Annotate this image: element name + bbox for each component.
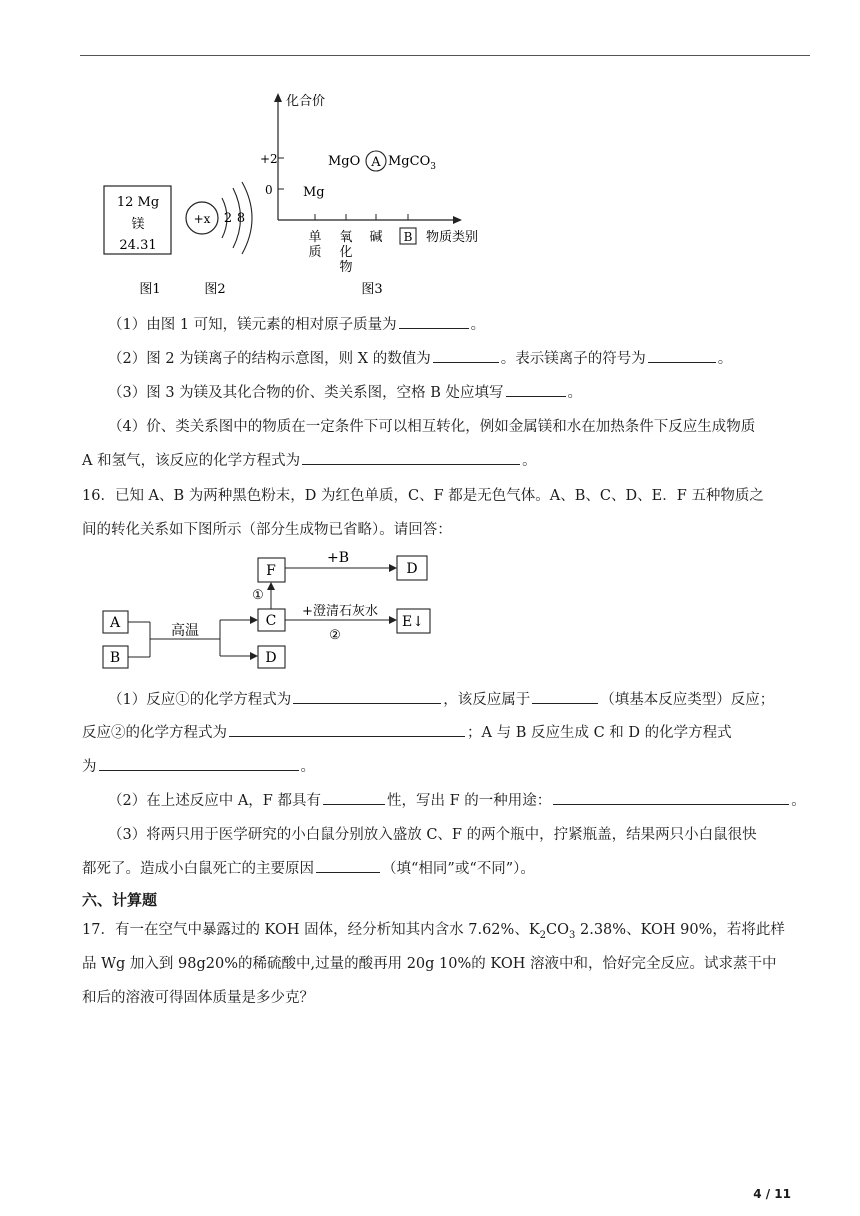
box-d-lower: D	[265, 650, 277, 666]
q16-b1b: 性，写出 F 的一种用途：	[386, 793, 552, 809]
answer-blank[interactable]	[506, 380, 566, 397]
q17-line2-text: 品 Wg 加入到 98g20%的稀硫酸中,过量的酸再用 20g 10%的 KOH 溶液中和，恰好完全反应。试求蒸干中	[82, 956, 777, 972]
q15-part2	[82, 342, 810, 376]
label-limewater: +澄清石灰水	[302, 604, 378, 619]
answer-blank[interactable]	[293, 687, 441, 704]
x-cat-oxide-2: 化	[339, 245, 353, 260]
q17-line1b: CO	[546, 922, 570, 938]
box-f: F	[266, 563, 276, 579]
q16-a2a: 反应	[82, 725, 111, 741]
q15-p1-text: （1）由图 1 可知，镁元素的相对原子质量为	[108, 317, 397, 333]
header-rule	[80, 55, 810, 56]
box-c: C	[265, 613, 277, 629]
answer-blank[interactable]	[316, 856, 380, 873]
answer-blank[interactable]	[229, 720, 465, 737]
label-circle-2: ②	[329, 628, 341, 643]
answer-blank[interactable]	[553, 788, 789, 805]
q15-p3-text: （3）图 3 为镁及其化合物的价、类关系图，空格 B 处应填写	[108, 385, 504, 401]
q17-line1c: 2.38%、KOH 90%，若将此样	[575, 922, 785, 938]
q16-part3-line2	[82, 852, 810, 886]
answer-blank[interactable]	[399, 312, 469, 329]
shell-2-electrons: 8	[236, 211, 246, 226]
q15-p2a-text: （2）图 2 为镁离子的结构示意图，则 X 的数值为	[108, 351, 431, 367]
label-plus-b: +B	[326, 550, 350, 566]
figures-row	[90, 88, 510, 300]
q15-p4b-text: A 和氢气，该反应的化学方程式为	[82, 453, 301, 469]
point-mgco3: MgCO$_3$	[388, 154, 436, 172]
fig2-caption: 图2	[204, 282, 226, 297]
q16-reaction-diagram	[100, 548, 460, 676]
box-e: E↓	[402, 614, 424, 630]
x-axis-label: 物质类别	[426, 230, 479, 245]
q15-p4-end: 。	[522, 453, 537, 469]
circle-1: ①	[175, 692, 190, 708]
x-cat-oxide-3: 物	[339, 260, 353, 275]
x-cat-element-2: 质	[308, 245, 322, 260]
q16-a2b: 的化学方程式为	[125, 725, 227, 741]
element-number-symbol: 12 Mg	[116, 195, 160, 210]
x-cat-box-b: B	[403, 230, 413, 244]
q15-p3-end: 。	[567, 385, 583, 401]
q16-part1-line1	[82, 683, 810, 717]
q16-a2c: ；A 与 B 反应生成 C 和 D 的化学方程式	[467, 725, 732, 741]
q16-a1b: 的化学方程式为	[189, 692, 292, 708]
q15-p2b-text: 。表示镁离子的符号为	[500, 351, 646, 367]
q16-intro-line1	[82, 479, 810, 513]
fig1-element-card	[104, 186, 171, 254]
q15-p1-end: 。	[470, 317, 486, 333]
q16-intro-line2	[82, 513, 810, 547]
y-tick-0: 0	[265, 183, 273, 197]
point-mg: Mg	[303, 185, 325, 200]
fig2-ion-diagram	[186, 182, 252, 254]
label-circle-1: ①	[252, 588, 264, 603]
q16-a1c: ，该反应属于	[443, 692, 531, 708]
q16-part2	[82, 784, 810, 818]
q16-a1d: （填基本反应类型）反应；	[600, 692, 775, 708]
section-heading: 六、计算题	[82, 891, 158, 909]
q16-c2b: （填“相同”或“不同”）。	[382, 861, 535, 877]
q17-line2	[82, 947, 810, 981]
point-mgo: MgO	[328, 154, 361, 169]
x-cat-base: 碱	[369, 230, 383, 245]
point-a: A	[371, 155, 381, 170]
element-name: 镁	[131, 217, 145, 232]
answer-blank[interactable]	[99, 754, 299, 771]
q15-part4-line1	[82, 410, 810, 444]
q15-part3	[82, 376, 810, 410]
label-high-temp: 高温	[171, 623, 199, 639]
answer-blank[interactable]	[648, 346, 716, 363]
q16-intro2-text: 间的转化关系如下图所示（部分生成物已省略）。请回答：	[82, 522, 452, 538]
q16-a3-end: 。	[300, 759, 315, 775]
q16-c2a: 都死了。造成小白鼠死亡的主要原因	[82, 861, 314, 877]
q16-part1-line2	[82, 716, 810, 750]
q16-b1-end: 。	[791, 793, 806, 809]
q16-a1a: （1）反应	[108, 692, 176, 708]
y-axis-label: 化合价	[286, 94, 326, 109]
q16-a3a: 为	[82, 759, 97, 775]
q16-part1-line3	[82, 750, 810, 784]
fig3-caption: 图3	[361, 282, 383, 297]
answer-blank[interactable]	[302, 448, 520, 465]
q17-line3	[82, 981, 810, 1015]
shell-1-electrons: 2	[223, 211, 233, 226]
box-d-upper: D	[406, 561, 418, 577]
nucleus-charge: +x	[193, 212, 211, 226]
answer-blank[interactable]	[323, 788, 385, 805]
element-mass: 24.31	[119, 238, 157, 253]
subscript-3: 3	[569, 929, 576, 941]
circle-2: ②	[111, 725, 126, 741]
q16-part3-line1	[82, 818, 810, 852]
box-b: B	[109, 650, 121, 666]
q17-line1a: 17．有一在空气中暴露过的 KOH 固体，经分析知其内含水 7.62%、K	[82, 922, 540, 938]
q16-c1: （3）将两只用于医学研究的小白鼠分别放入盛放 C、F 的两个瓶中，拧紧瓶盖，结果两只小白鼠很快	[108, 827, 757, 843]
q15-p2-end: 。	[717, 351, 733, 367]
y-tick-plus2: +2	[260, 152, 278, 166]
fig1-caption: 图1	[139, 282, 161, 297]
x-cat-oxide-1: 氧	[339, 230, 353, 245]
x-cat-element-1: 单	[308, 230, 322, 245]
subscript-2: 2	[539, 929, 547, 941]
answer-blank[interactable]	[532, 687, 598, 704]
q15-part1	[82, 308, 810, 342]
answer-blank[interactable]	[433, 346, 499, 363]
q16-b1a: （2）在上述反应中 A，F 都具有	[108, 793, 321, 809]
page-number: 4 / 11	[753, 1187, 791, 1201]
q17-line3-text: 和后的溶液可得固体质量是多少克？	[82, 990, 314, 1006]
box-a: A	[109, 615, 121, 631]
fig3-valence-chart	[260, 93, 478, 275]
q16-intro1-text: 16．已知 A、B 为两种黑色粉末，D 为红色单质，C、F 都是无色气体。A、B、C、D、E．F 五种物质之	[82, 488, 764, 504]
q15-part4-line2	[82, 444, 810, 478]
q15-p4a-text: （4）价、类关系图中的物质在一定条件下可以相互转化，例如金属镁和水在加热条件下反应生成物质	[108, 419, 756, 435]
